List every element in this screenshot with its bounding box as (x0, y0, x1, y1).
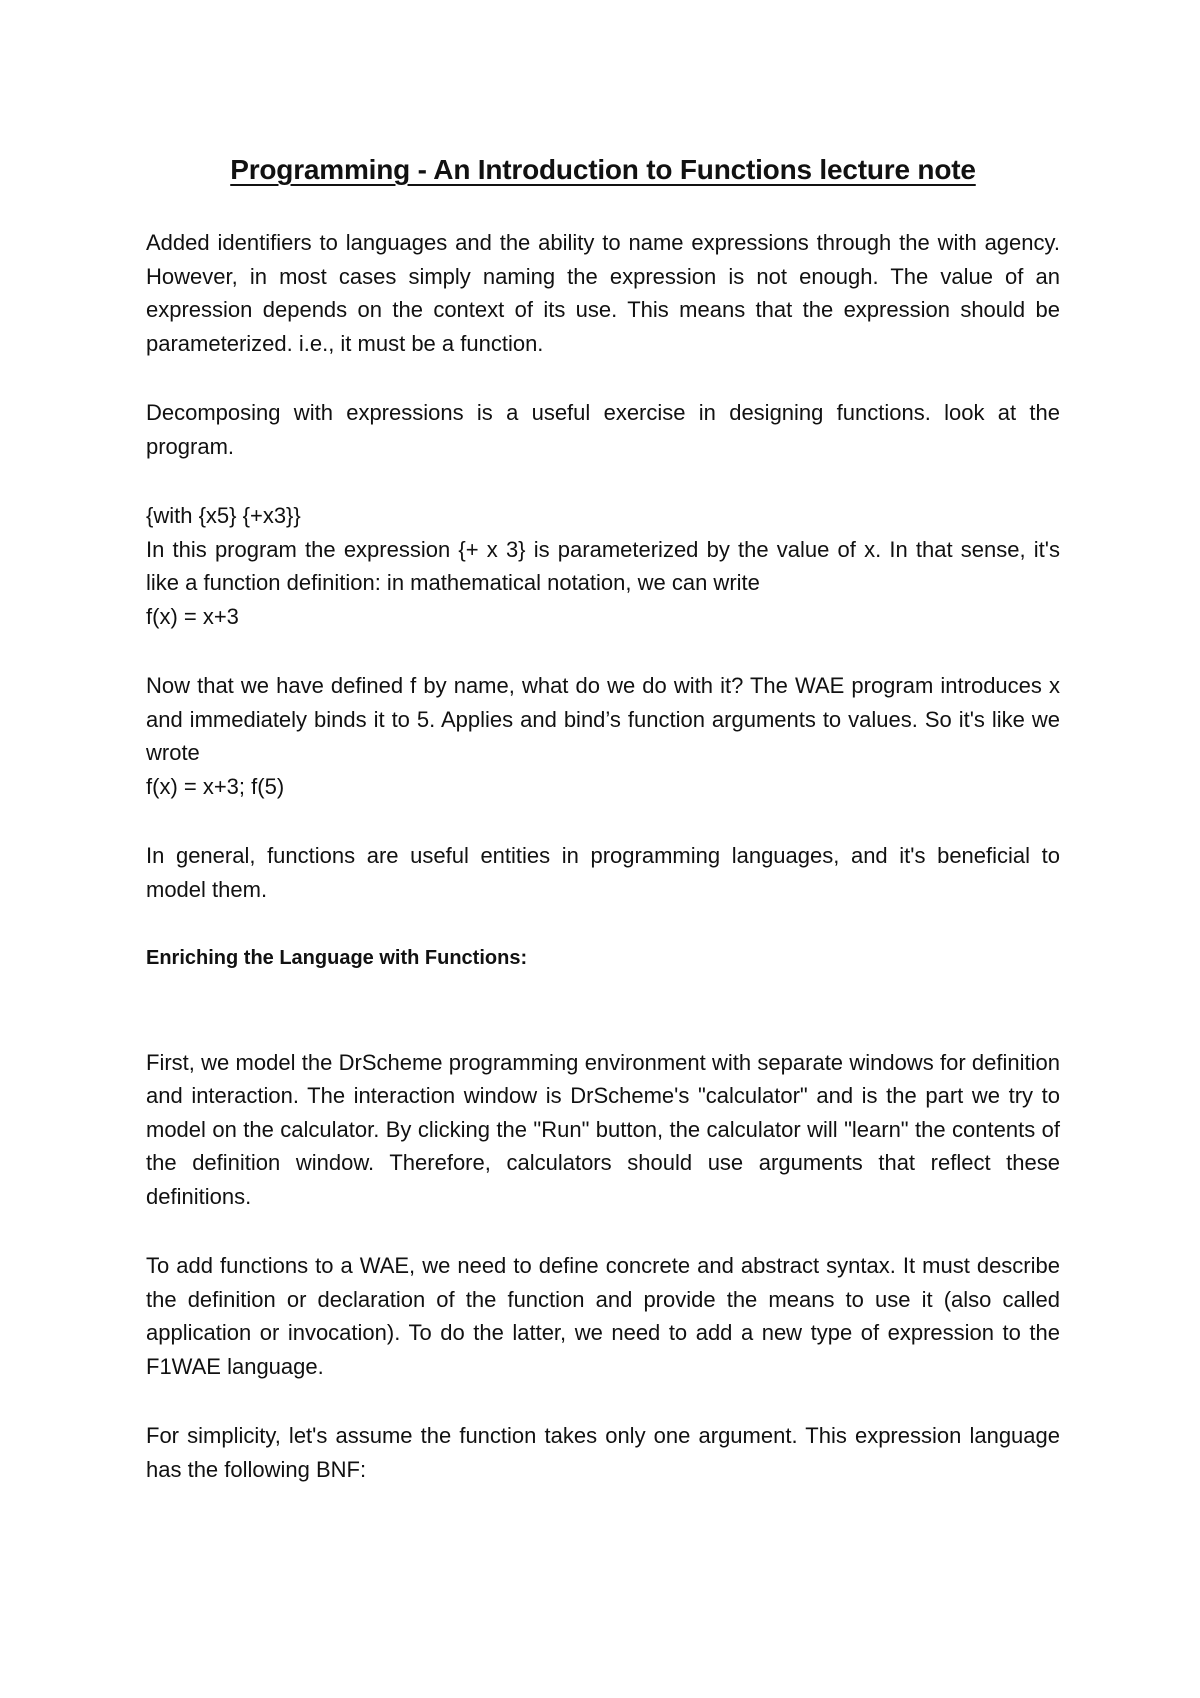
paragraph-intro: Added identifiers to languages and the ability to name expressions through the with agency. However, in most cases simply naming the expression is not enough. The value of an expression depends on the context of its use. This means that the expression should be parameterized. i.e., it must be a function. (146, 230, 1060, 356)
paragraph-parameterized: In this program the expression {+ x 3} is parameterized by the value of x. In that sense, it's like a function definition: in mathematical notation, we can write (146, 536, 1060, 595)
paragraph-simplicity: For simplicity, let's assume the function takes only one argument. This expression language has the following BNF: (146, 1423, 1060, 1482)
spacer (146, 633, 1060, 669)
spacer (146, 1213, 1060, 1249)
paragraph-defined-f: Now that we have defined f by name, what do we do with it? The WAE program introduces x and immediately binds it to 5. Applies and bind’s function arguments to values. So it's like we wrote (146, 673, 1060, 765)
document-title: Programming - An Introduction to Functions lecture note (230, 154, 976, 185)
document-page (146, 150, 1060, 1486)
paragraph-decomposing: Decomposing with expressions is a useful exercise in designing functions. look at the program. (146, 400, 1060, 459)
code-function-definition: f(x) = x+3 (146, 603, 239, 629)
spacer (146, 463, 1060, 499)
section-heading: Enriching the Language with Functions: (146, 947, 528, 969)
code-function-application: f(x) = x+3; f(5) (146, 773, 285, 799)
paragraph-add-functions: To add functions to a WAE, we need to define concrete and abstract syntax. It must describe the definition or declaration of the function and provide the means to use it (also called application or invocation). To do the latter, we need to add a new type of expression to the F1WAE language. (146, 1253, 1060, 1379)
spacer (146, 360, 1060, 396)
spacer (146, 1383, 1060, 1419)
spacer (146, 976, 1060, 1046)
paragraph-general: In general, functions are useful entities in programming languages, and it's beneficial to model them. (146, 843, 1060, 902)
spacer (146, 906, 1060, 942)
spacer (146, 803, 1060, 839)
paragraph-drscheme: First, we model the DrScheme programming environment with separate windows for definition and interaction. The interaction window is DrScheme's "calculator" and is the part we try to model on the calculator. By clicking the "Run" button, the calculator will "learn" the contents of the definition window. Therefore, calculators should use arguments that reflect these definitions. (146, 1049, 1060, 1209)
code-with-expression: {with {x5} {+x3}} (146, 503, 301, 528)
